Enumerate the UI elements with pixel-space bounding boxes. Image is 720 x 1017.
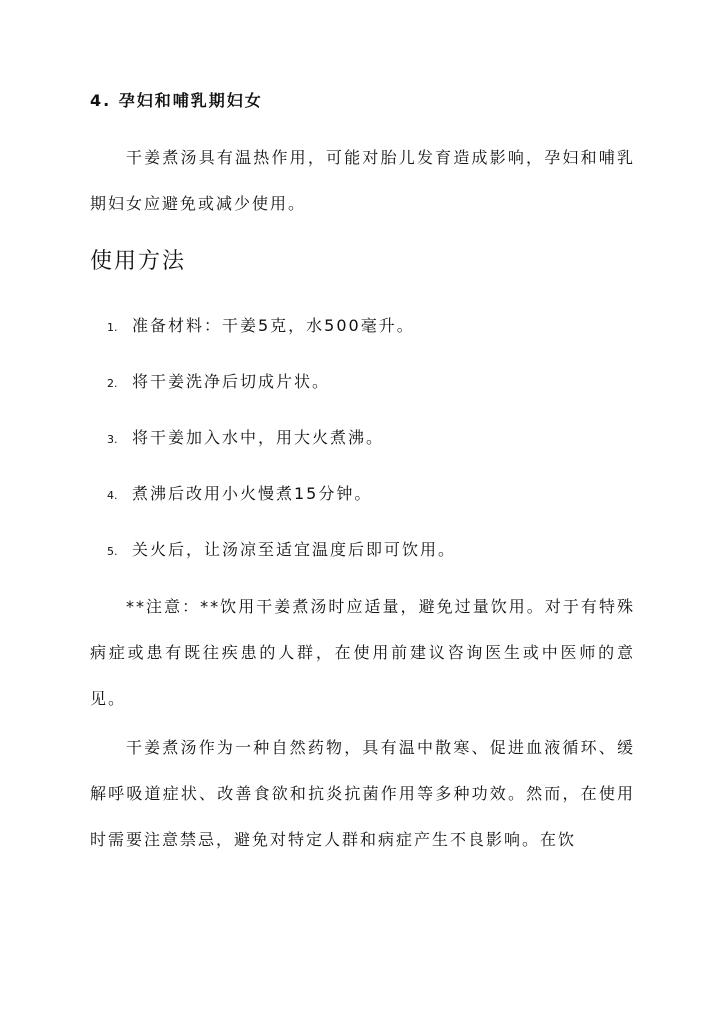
note-paragraph: **注意：**饮用干姜煮汤时应适量，避免过量饮用。对于有特殊病症或患有既往疾患的人群，在使用前建议咨询医生或中医师的意见。 [90,597,635,708]
conclusion-paragraph: 干姜煮汤作为一种自然药物，具有温中散寒、促进血液循环、缓解呼吸道症状、改善食欲和抗炎抗菌作用等多种功效。然而，在使用时需要注意禁忌，避免对特定人群和病症产生不良影响。在饮 [90,738,635,849]
section-4-body: 干姜煮汤具有温热作用，可能对胎儿发育造成影响，孕妇和哺乳期妇女应避免或减少使用。 [90,148,635,213]
step-number: 4. [107,489,118,502]
section-4-title: 4. 孕妇和哺乳期妇女 [90,91,263,110]
step-number: 2. [107,377,118,390]
step-text: 将干姜加入水中，用大火煮沸。 [132,428,385,447]
usage-heading: 使用方法 [90,249,187,274]
usage-step [107,420,456,476]
step-number: 5. [107,545,118,558]
step-text: 煮沸后改用小火慢煮15分钟。 [132,484,373,503]
usage-step [107,532,456,588]
step-number: 1. [107,321,118,334]
usage-step [107,364,456,420]
step-text: 关火后，让汤凉至适宜温度后即可饮用。 [132,540,457,559]
usage-steps-list [107,308,456,588]
step-text: 将干姜洗净后切成片状。 [132,372,331,391]
step-text: 准备材料：干姜5克，水500毫升。 [132,316,415,335]
usage-step [107,308,456,364]
usage-step [107,476,456,532]
step-number: 3. [107,433,118,446]
